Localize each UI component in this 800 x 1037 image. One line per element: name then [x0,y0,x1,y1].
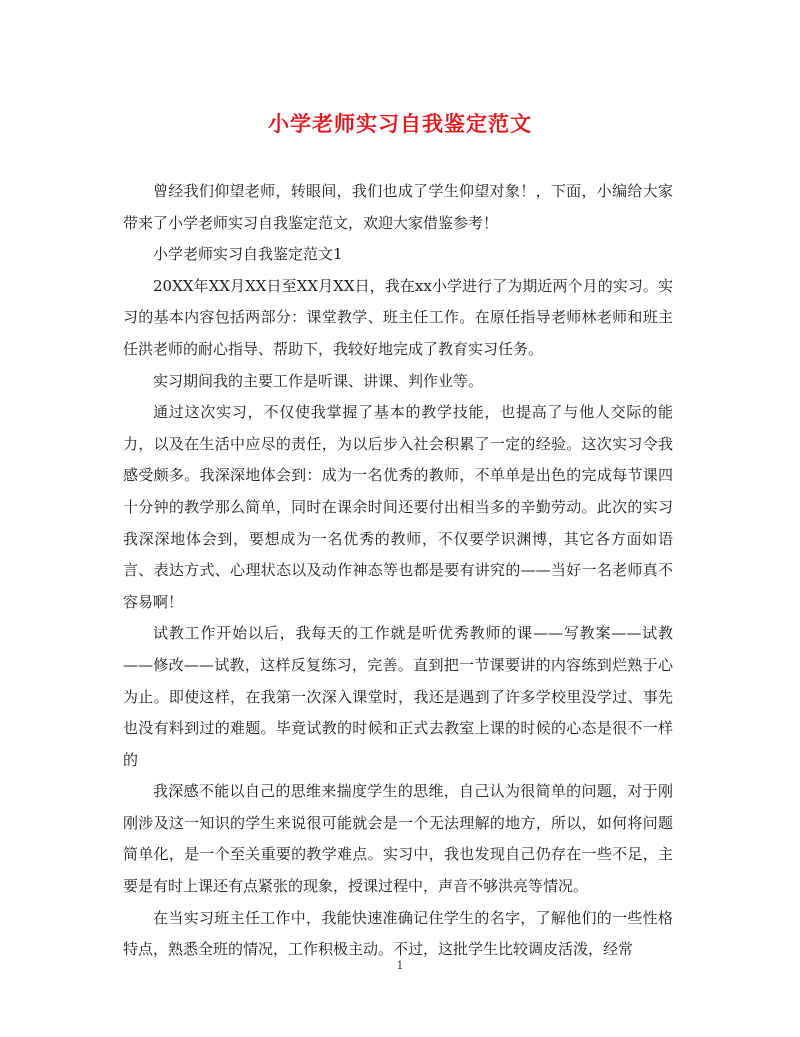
page-number: 1 [396,959,404,972]
document-title: 小学老师实习自我鉴定范文 [268,111,532,136]
paragraph-student-thinking: 我深感不能以自己的思维来揣度学生的思维，自己认为很简单的问题，对于刚刚涉及这一知识的学生来说很可能就会是一个无法理解的地方，所以，如何将问题简单化，是一个至关重要的教学难点。实习中，我也发现自己仍存在一些不足，主要是有时上课还有点紧张的现象，授课过程中，声音不够洪亮等情况。 [123,782,673,896]
document-body [123,176,673,966]
paragraph-internship-dates: 20XX年XX月XX日至XX月XX日，我在xx小学进行了为期近两个月的实习。实习的基本内容包括两部分：课堂教学、班主任工作。在原任指导老师林老师和班主任洪老师的耐心指导、帮助下，我较好地完成了教育实习任务。 [123,276,673,358]
paragraph-trial-teaching: 试教工作开始以后，我每天的工作就是听优秀教师的课——写教案——试教——修改——试教，这样反复练习，完善。直到把一节课要讲的内容练到烂熟于心为止。即使这样，在我第一次深入课堂时，我还是遇到了许多学校里没学过、事先也没有料到过的难题。毕竟试教的时候和正式去教室上课的时候的心态是很不一样的 [123,624,673,769]
paragraph-main-work: 实习期间我的主要工作是听课、讲课、判作业等。 [153,371,484,390]
paragraph-head-teacher: 在当实习班主任工作中，我能快速准确记住学生的名字，了解他们的一些性格特点，熟悉全班的情况，工作积极主动。不过，这批学生比较调皮活泼，经常 [123,908,673,959]
paragraph-reflection: 通过这次实习，不仅使我掌握了基本的教学技能，也提高了与他人交际的能力，以及在生活中应尽的责任，为以后步入社会积累了一定的经验。这次实习令我感受颇多。我深深地体会到：成为一名优秀的教师，不单单是出色的完成每节课四十分钟的教学那么简单，同时在课余时间还要付出相当多的辛勤劳动。此次的实习我深深地体会到，要想成为一名优秀的教师，不仅要学识渊博，其它各方面如语言、表达方式、心理状态以及动作神态等也都是要有讲究的——当好一名老师真不容易啊！ [123,403,673,611]
paragraph-intro: 曾经我们仰望老师，转眼间，我们也成了学生仰望对象！，下面，小编给大家带来了小学老师实习自我鉴定范文，欢迎大家借鉴参考！ [123,182,673,232]
paragraph-subheading: 小学老师实习自我鉴定范文1 [153,245,343,264]
